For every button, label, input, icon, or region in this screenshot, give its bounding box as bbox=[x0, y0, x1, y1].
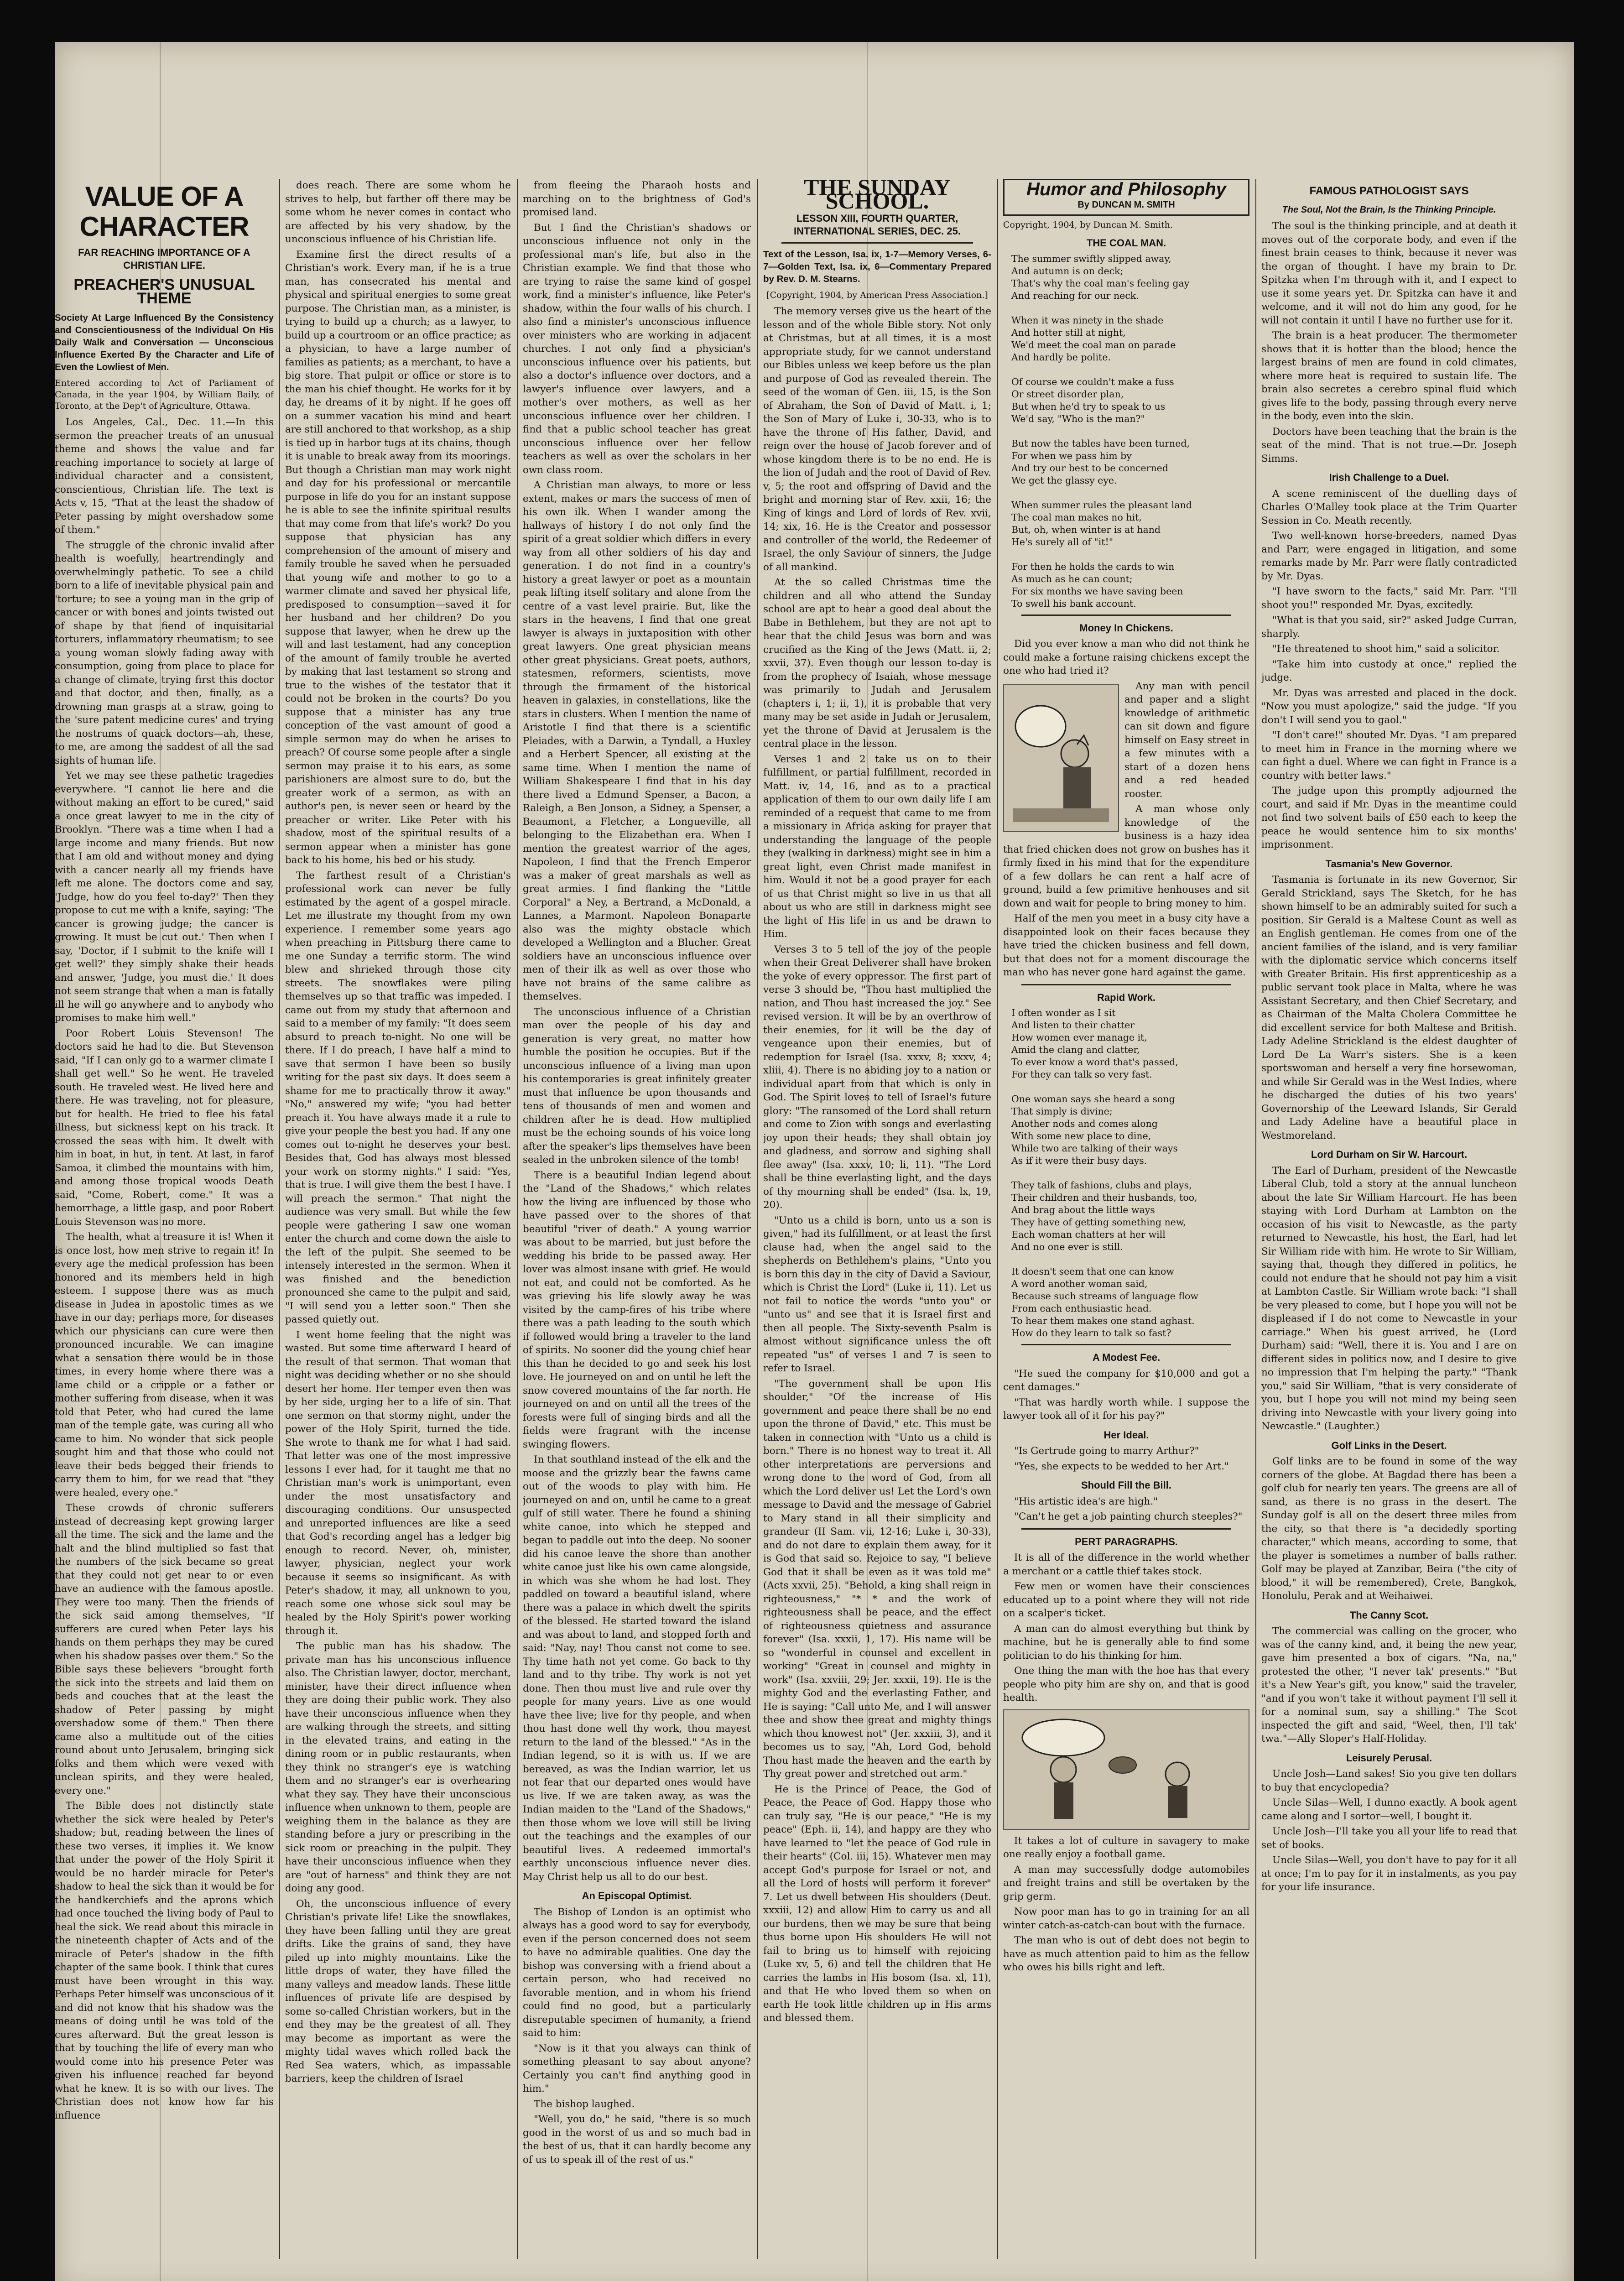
paragraph: A man can do almost everything but think by machine, but he is generally able to find some politician to do his thinking for him. bbox=[1003, 1623, 1249, 1661]
divider bbox=[781, 242, 973, 244]
paragraph: The unconscious influence of a Christian man over the people of his day and generation is very great, no matter how humble the position he occupies. But if the unconscious influence of a living man upon his contemporaries is great infinitely greater must that influence be upon thousands and tens of thousands of men and women and children after he is dead. How multiplied must be the echoing sounds of his voice long after the speaker's lips themselves have been sealed in the unbroken silence of the tomb! bbox=[523, 1006, 751, 1166]
byline: By DUNCAN M. SMITH bbox=[1077, 199, 1175, 210]
paragraph: The bishop laughed. bbox=[534, 2098, 635, 2110]
paragraph: Yet we may see these pathetic tragedies everywhere. "I cannot lie here and die without making an effort to be cured," said a once great lawyer to me in the city of Brooklyn. "There was a time when I had a large income and many friends. But now that I am old and without money and dying with a cancer nearly all my friends have left me alone. The doctors come and say, 'Judge, how do you feel to-day?' Then they propose to cut me with a knife, saying: 'The cancer is growing judge; the cancer is growing. It must be cut out.' Then when I say, 'Doctor, if I submit to the knife will I get well?' they simply shake their heads and answer, 'Judge, you must die.' It does not seem strange that when a man is fatally ill he will go anywhere and to anybody who promises to make him well." bbox=[55, 770, 274, 1024]
paragraph: The memory verses give us the heart of the lesson and of the whole Bible story. Not only at Christmas, but at all times, it is a most appropriate study, for we cannot understand our Bibles unless we keep before us the plan and purpose of God as revealed therein. The seed of the woman of Gen. iii, 15, is the Son of Abraham, the Son of David of Matt. i, 1; the Son of Mary of Luke i, 30-33, who is to have the throne of His father, David, and reign over the house of Jacob forever and of whose kingdom there is to be no end. He is the lion of Judah and the root of David of Rev. v, 5; the root and offspring of David and the bright and morning star of Rev. xxii, 16; the King of kings and Lord of lords of Rev. xvii, 14; xix, 16. He is the Creator and possessor and controller of the world, the Redeemer of Israel, the only Saviour of sinners, the Judge of all mankind. bbox=[763, 306, 991, 573]
chicken-section bbox=[1003, 680, 1249, 911]
paragraph: A man may successfully dodge automobiles and freight trains and still be overtaken by the grip germ. bbox=[1003, 1864, 1249, 1902]
paragraph: Now poor man has to go in training for an all winter catch-as-catch-can bout with the furnace. bbox=[1003, 1906, 1249, 1931]
paragraph: "His artistic idea's are high." bbox=[1014, 1495, 1158, 1507]
paragraph: Mr. Dyas was arrested and placed in the dock. "Now you must apologize," said the judge. "If you don't I will send you to gaol." bbox=[1261, 687, 1517, 726]
paragraph: Oh, the unconscious influence of every Christian's private life! Like the snowflakes, they have been falling until they are great drifts. Like the grains of sand, they have piled up into mighty mountains. Like the little drops of water, they have filled the many valleys and meadow lands. These little influences of private life are despised by some so-called Christian workers, but in the end they may be the greatest of all. They may become as important as were the mighty tidal waves which rolled back the Red Sea waters, which, as impassable barriers, keep the children of Israel bbox=[285, 1898, 511, 2084]
divider bbox=[1021, 1528, 1231, 1530]
paragraph: "Well, you do," he said, "there is so much good in the worst of us and so much bad in the best of us, that it can hardly become any of us to speak ill of the rest of us." bbox=[523, 2114, 751, 2166]
paragraph: The Earl of Durham, president of the Newcastle Liberal Club, told a story at the annual luncheon about the late Sir William Harcourt. He has been staying with Lord Durham at Lambton on the occasion of his visit to Newcastle, as the party returned to Newcastle, his host, the Earl, had let Sir William ride with him. He wrote to Sir William, saying that, though they differed in politics, he could not endure that he should not pay him a visit at Lambton Castle. Sir William wrote back: "I shall be very pleased to come, but I hope you will not be displeased if I do not come to Newcastle in your carriage." When his guest arrived, he (Lord Durham) said: "Well, there it is. You and I are on different sides in politics now, and I desire to give no impression that I'm helping the party." "Thank you," said Sir William, "that is very considerate of you, but I hope you will not mind my being seen driving into Newcastle with your livery going into Newcastle." (Laughter.) bbox=[1261, 1165, 1517, 1432]
paragraph: It takes a lot of culture in savagery to make one really enjoy a football game. bbox=[1003, 1835, 1249, 1860]
poem: The summer swiftly slipped away, And autumn is on deck; That's why the coal man's feeling gay And reaching for our neck. When it was ninety in the shade And hotter still at night, We'd meet the coal man on parade And hardly be polite. Of course we couldn't make a fuss Or street disorder plan, But when he'd try to speak to us We'd say, "Who is the man?" But now the tables have been turned, For when we pass him by And try our best to be concerned We get the glassy eye. When summer rules the pleasant land The coal man makes no hit, But, oh, when winter is at hand He's surely all of "it!" For then he holds the cards to win As much as he can count; For six months we have saving been To swell his bank account. bbox=[1011, 253, 1192, 609]
paragraph: Uncle Josh—I'll take you all your life to read that set of books. bbox=[1261, 1826, 1517, 1851]
section-heading: PERT PARAGRAPHS. bbox=[1075, 1536, 1178, 1547]
copyright-notice: Copyright, 1904, by Duncan M. Smith. bbox=[1003, 220, 1173, 230]
section-heading: Irish Challenge to a Duel. bbox=[1329, 472, 1449, 483]
paragraph: A scene reminiscent of the duelling days of Charles O'Malley took place at the Trim Quarter Session in Co. Meath recently. bbox=[1261, 488, 1517, 526]
paragraph: Uncle Silas—Well, I dunno exactly. A book agent came along and I sortor—well, I bought it. bbox=[1261, 1797, 1517, 1822]
paragraph: Verses 1 and 2 take us on to their fulfillment, or partial fulfillment, recorded in Matt. iv, 14, 16, and as to a practical application of them to our own daily life I am reminded of a request that came to me from a missionary in Africa asking for prayer that understanding the language of the people they (walking in darkness) might see in him a great light, even Christ made manifest in him. Would it not be a good prayer for each of us that Christ might so live in us that all about us who are still in darkness might see the light of His life in us and be drawn to Him. bbox=[763, 753, 991, 940]
paragraph: "Now is it that you always can think of something pleasant to say about anyone? Certainly you can't find anything good in him." bbox=[523, 2042, 751, 2094]
section-heading: Golf Links in the Desert. bbox=[1331, 1439, 1447, 1451]
paragraph: "I have sworn to the facts," said Mr. Parr. "I'll shoot you!" responded Mr. Dyas, excitedly. bbox=[1261, 586, 1517, 611]
divider bbox=[1021, 984, 1231, 985]
paragraph: Los Angeles, Cal., Dec. 11.—In this sermon the preacher treats of an unusual theme and shows the value and far reaching importance to society at large of individual character and a consistent, conscientious, Christian life. The text is Acts v, 15, "That at the least the shadow of Peter passing by might overshadow some of them." bbox=[55, 417, 274, 536]
paragraph: The soul is the thinking principle, and at death it moves out of the corporate body, and even if the finest brain ceases to think, because it never was the organ of thought. I have my brain to Dr. Spitzka when I'm through with it, and I expect to use it some years yet. Dr. Spitzka can have it and welcome, and it will not do him any good, for he will not contain it until I have no further use for it. bbox=[1261, 220, 1517, 326]
cartoon-illustration bbox=[1004, 685, 1118, 831]
section-subheading: The Soul, Not the Brain, Is the Thinking Principle. bbox=[1282, 204, 1496, 215]
paragraph: The commercial was calling on the grocer, who was of the canny kind, and, it being the new year, gave him presented a box of cigars. "Na, na," protested the other, "I never tak' presents." "But it's a New Year's gift, you know," said the traveler, "and if you won't take it without payment I'll sell it for a nominal sum, say a shilling." The Scot inspected the gift and said, "Weel, then, I'll tak' twa."—Ally Sloper's Half-Holiday. bbox=[1261, 1625, 1517, 1745]
paragraph: The man who is out of debt does not begin to have as much attention paid to him as the fellow who owes his bills right and left. bbox=[1003, 1935, 1249, 1973]
paragraph: There is a beautiful Indian legend about the "Land of the Shadows," which relates how the living are influenced by those who have passed over to the shores of that beautiful "river of death." A young warrior was about to be married, but just before the wedding his bride to be passed away. Her lover was almost insane with grief. He would not eat, and could not be comforted. As he was grieving his life slowly away he was visited by the camp-fires of his tribe where there was a path leading to the south which if followed would bring a traveler to the land of spirits. No sooner did the young chief hear this than he decided to go and seek his lost love. He journeyed on and on until he left the snow covered mountains of the far north. He journeyed on and on until all the trees of the forests were full of singing birds and all the fields were fragrant with the incense swinging flowers. bbox=[523, 1169, 751, 1450]
column-5 bbox=[1003, 179, 1249, 2259]
humor-box bbox=[1003, 179, 1249, 216]
column-4 bbox=[763, 179, 991, 2259]
copyright-notice: Entered according to Act of Parliament of Canada, in the year 1904, by William Baily, of Toronto, at the Dep't of Agriculture, Ottawa. bbox=[55, 378, 274, 411]
paragraph: He is the Prince of Peace, the God of Peace, the Peace of God. Happy those who can truly say, "He is our peace," "He is my peace" (Eph. ii, 14), and happy are they who have learned to "let the peace of God rule in their hearts" (Col. iii, 15). Whatever men may accept God's purpose for Israel or not, and all the Lord of hosts will perform it forever" 7. Let us dwell between His shoulders (Deut. xxxiii, 12) and allow Him to carry us and all our burdens, then we may be sure that being thus borne upon His shoulders He will not fail to bring us to himself with rejoicing (Luke xv, 5, 6) and tell the children that He carries the lambs in His bosom (Isa. xl, 11), and that He who loved them so when on earth He took little children up in His arms and blessed them. bbox=[763, 1783, 991, 2024]
column-6 bbox=[1261, 179, 1517, 2259]
column-rule bbox=[997, 179, 998, 2259]
copyright-notice: [Copyright, 1904, by American Press Association.] bbox=[766, 290, 988, 300]
paragraph: Few men or women have their consciences educated up to a point where they will not ride on a scalper's ticket. bbox=[1003, 1581, 1249, 1619]
paragraph: These crowds of chronic sufferers instead of decreasing kept growing larger all the time. The sick and the lame and the halt and the blind multiplied so fast that the numbers of the sick became so great that they could not get near to or even have an audience with the famous apostle. They were too many. Then the friends of the sick said among themselves, "If sufferers are cured when Peter lays his hands on them perhaps they may be cured when his shadow passes over them." So the Bible says these believers "brought forth the sick into the streets and laid them on beds and couches that at the least the shadow of Peter passing by might overshadow some of them." Then there came also a multitude out of the cities round about unto Jerusalem, bringing sick folks and them which were vexed with unclean spirits, and they were healed, every one." bbox=[55, 1502, 274, 1797]
column-1 bbox=[55, 179, 274, 2259]
paragraph: Doctors have been teaching that the brain is the seat of the mind. That is not true.—Dr. Joseph Simms. bbox=[1261, 426, 1517, 464]
paragraph: Any man with pencil and paper and a slight knowledge of arithmetic can sit down and figure himself on Easy street in a few minutes with a start of a dozen hens and a red headed rooster. bbox=[1124, 680, 1249, 800]
paragraph: "Is Gertrude going to marry Arthur?" bbox=[1014, 1445, 1199, 1457]
paragraph: "Yes, she expects to be wedded to her Art." bbox=[1014, 1460, 1229, 1472]
chicken-cartoon bbox=[1003, 684, 1119, 832]
section-heading: Should Fill the Bill. bbox=[1081, 1479, 1171, 1491]
football-cartoon bbox=[1003, 1709, 1249, 1830]
newspaper-page bbox=[55, 42, 1574, 2281]
paragraph: The health, what a treasure it is! When it is once lost, how men strive to regain it! In every age the medical profession has been honored and its members held in high esteem. I suppose there was as much disease in Judea in apostolic times as we have in our day; perhaps more, for diseases which our physicians can cure were then pronounced incurable. We can imagine what a sensation there would be in those times, in every home where there was a lame child or a cripple or a father or mother suffering from disease, when it was told that Peter, who had cured the lame man of the temple gate, was curing all who came to him. No wonder that sick people sought him and that those who could not leave their beds begged their friends to carry them to him, for we read that "they were healed, every one." bbox=[55, 1231, 274, 1499]
paragraph: It is all of the difference in the world whether a merchant or a cattle thief takes stock. bbox=[1003, 1552, 1249, 1577]
paragraph: The public man has his shadow. The private man has his unconscious influence also. The Christian lawyer, doctor, merchant, minister, have their direct influence when they are doing their public work. They also have their unconscious influence when they are walking through the streets, and sitting in the elevated trains, and eating in the dining room or in public restaurants, when they think no stranger's eye is watching them and no stranger's ear is overhearing what they say. They have their unconscious influence when unknown to them, people are weighing them in the balance as they are standing before a jury or prescribing in the sick room or preaching in the pulpit. They have their unconscious influence when they are "out of harness" and think they are not doing any good. bbox=[285, 1640, 511, 1894]
paragraph: Did you ever know a man who did not think he could make a fortune raising chickens except the one who had tried it? bbox=[1003, 638, 1249, 677]
column-rule bbox=[1255, 179, 1256, 2259]
column-2 bbox=[285, 179, 511, 2259]
section-heading: Money In Chickens. bbox=[1079, 622, 1173, 634]
section-heading: A Modest Fee. bbox=[1092, 1352, 1161, 1363]
paragraph: At the so called Christmas time the children and all who attend the Sunday school are apt to hear a good deal about the Babe in Bethlehem, but they are not apt to hear that the child Jesus was born and was crucified as the King of the Jews (Matt. ii, 2; xxvii, 37). Even though our lesson to-day is from the prophecy of Isaiah, whose message was primarily to Judah and Jerusalem (chapters i, 1; ii, 1), it is probable that very many may be set aside in Judah or Jerusalem, yet the throne of David at Jerusalem is the central place in the lesson. bbox=[763, 577, 991, 750]
section-heading: The Canny Scot. bbox=[1349, 1609, 1429, 1621]
paragraph: does reach. There are some whom he strives to help, but farther off there may be some whom he never comes in contact who are affected by his very shadow, by the unconscious influence of his Christian life. bbox=[285, 180, 511, 245]
paragraph: "He sued the company for $10,000 and got a cent damages." bbox=[1003, 1368, 1249, 1393]
paragraph: "He threatened to shoot him," said a solicitor. bbox=[1272, 643, 1500, 655]
section-heading: Tasmania's New Governor. bbox=[1325, 858, 1453, 870]
paragraph: "I don't care!" shouted Mr. Dyas. "I am prepared to meet him in France in the morning where we can fight a duel. Where we can fight in France is a country with better laws." bbox=[1261, 729, 1517, 781]
section-heading: Her Ideal. bbox=[1103, 1429, 1149, 1441]
lead-summary: Society At Large Influenced By the Consistency and Conscientiousness of the Individual On His Daily Walk and Conversation — Unconscious Influence Exerted By the Character and Life of Even the Lowliest of Men. bbox=[55, 312, 274, 372]
paragraph: In that southland instead of the elk and the moose and the grizzly bear the fawns came out of the woods to play with him. He journeyed on and on, until he came to a great gulf of still water. There he found a shining white canoe, into which he stepped and began to paddle out into the deep. No sooner did his canoe leave the shore than another white canoe just like his own came alongside, in which was she whom he had lost. They paddled on toward a beautiful island, where there was a palace in which dwelt the spirits of the blessed. He started toward the island and was about to land, and stopped forth and said: "Nay, nay! Thou canst not come to see. Thy time hath not yet come. Go back to thy land and to thy tribe. Thy work is not yet done. Then thou must live and rule over thy people for many years. Live as one would have thee live; live for thy people, and when thou hast done well thy work, thou mayest return to the land of the blessed." "As in the Indian legend, so it is with us. If we are bereaved, as was the Indian warrior, let us not fear that our departed ones would have us live. If we are taken away, as was the Indian maiden to the "Land of the Shadows," then those whom we love will still be living out the teachings and the examples of our beautiful lives. A redeemed immortal's earthly unconscious influence never dies. May Christ help us all to do our best. bbox=[523, 1454, 751, 1883]
column-3 bbox=[523, 179, 751, 2259]
poem: I often wonder as I sit And listen to their chatter How women ever manage it, Amid the clang and clatter, To ever know a word that's passed, For they can talk so very fast. One woman says she heard a song That simply is divine; Another nods and comes along With some new place to dine, While two are talking of their ways As if it were their busy days. They talk of fashions, clubs and plays, Their children and their husbands, too, And brag about the little ways They have of getting something new, Each woman chatters at her will And no one ever is still. It doesn't seem that one can know A word another woman said, Because such streams of language flow From each enthusiastic head. To hear them makes one stand aghast. How do they learn to talk so fast? bbox=[1011, 1007, 1198, 1338]
section-heading: An Episcopal Optimist. bbox=[582, 1890, 692, 1901]
paragraph: The Bishop of London is an optimist who always has a good word to say for everybody, even if the person concerned does not seem to have no admirable qualities. One day the bishop was conversing with a friend about a certain person, who had received no favorable mention, and in whom his friend could find no good, but a particularly disreputable specimen of humanity, a friend said to him: bbox=[523, 1906, 751, 2039]
paragraph: "What is that you said, sir?" asked Judge Curran, sharply. bbox=[1261, 615, 1517, 640]
deck: FAR REACHING IMPORTANCE OF A CHRISTIAN LIFE. bbox=[78, 247, 250, 271]
section-heading: Leisurely Perusal. bbox=[1346, 1752, 1432, 1764]
divider bbox=[1021, 1344, 1231, 1345]
paragraph: A man whose only knowledge of the business is a hazy idea that fried chicken does not grow on bushes has it firmly fixed in his mind that for the expenditure of a few dollars he can rent a half acre of ground, build a few primitive henhouses and sit down and wait for people to bring money to him. bbox=[1003, 803, 1249, 909]
paragraph: "Take him into custody at once," replied the judge. bbox=[1261, 658, 1517, 683]
paragraph: But I find the Christian's shadows or unconscious influence not only in the professional man's life, but also in the Christian example. We find that those who are trying to raise the same kind of gospel work, find a minister's influence, like Peter's shadow, within the four walls of his church. I also find a minister's unconscious influence over ministers who are working in adjacent churches. I not only find a physician's unconscious influence over his patients, but also a doctor's influence over doctors, and a lawyer's influence over lawyers, and a mother's over mothers, as well as her unconscious influence over her children. I find that a public school teacher has great unconscious influence over her fellow teachers as well as over the scholars in her own class room. bbox=[523, 222, 751, 476]
cartoon-illustration bbox=[1004, 1710, 1249, 1829]
paragraph: "The government shall be upon His shoulder," "Of the increase of His government and peace there shall be no end upon the throne of David," etc. This must be taken in connection with "Unto us a child is born." There is no honest way to treat it. All other interpretations are perversions and wrong done to the word of God, from all which the Lord deliver us! Let the Lord's own message to David and the message of Gabriel to Mary stand in all their simplicity and grandeur (II Sam. vii, 12-16; Luke i, 30-33), and do not dare to explain them away, for it is God that said so. Rejoice to say, "I believe God that it shall be even as it was told me" (Acts xxvii, 25). "Behold, a king shall reign in righteousness," "* * and the work of righteousness shall be peace, and the effect of righteousness quietness and assurance forever" (Isa. xxxii, 1, 17). His name will be so "wonderful in counsel and excellent in working" "Great in counsel and mighty in work" (Isa. xxviii, 29; Jer. xxxii, 19). He is the mighty God and the everlasting Father, and He is saying: "Call unto Me, and I will answer thee and show thee great and mighty things which thou knowest not" (Jer. xxxiii, 3), and it becomes us to say, "Ah, Lord God, behold Thou hast made the heaven and the earth by Thy great power and stretched out arm." bbox=[763, 1378, 991, 1780]
humor-title: Humor and Philosophy bbox=[1026, 179, 1226, 199]
paragraph: Two well-known horse-breeders, named Dyas and Parr, were engaged in litigation, and some remarks made by Mr. Parr were flatly contradicted by Mr. Dyas. bbox=[1261, 530, 1517, 582]
paragraph: Tasmania is fortunate in its new Governor, Sir Gerald Strickland, says The Sketch, for he has shown himself to be an admirably suited for such a position. Sir Gerald is a Maltese Count as well as an English gentleman. He comes from one of the ancient families of the island, and is very familiar with the diplomatic service which concerns itself with Greater Britain. His first apprenticeship as a public servant took place in Malta, where he was Assistant Secretary, and then Chief Secretary, and as Chairman of the Malta Cholera Committee he did excellent service for both Maltese and British. Lady Adeline Strickland is the eldest daughter of Lord De La Warr's sisters. She is a keen sportswoman and herself a very fine horsewoman, and while Sir Gerald was in the West Indies, where he discharged the duties of his two years' Governorship of the Leeward Islands, Sir Gerald and Lady Adeline have a beautiful place in Westmoreland. bbox=[1261, 874, 1517, 1141]
paragraph: The farthest result of a Christian's professional work can never be fully estimated by the agent of a gospel miracle. Let me illustrate my thought from my own experience. I remember some years ago when preaching in Pittsburg there came to me one Sunday a terrific storm. The wind blew and shrieked through those city streets. The snowflakes were piling themselves up so that traffic was impeded. I came out from my study that afternoon and said to a member of my family: "It does seem absurd to preach to-night. No one will be there. If I do preach, I have half a mind to save that sermon I have been so busily writing for the past six days. It does seem a shame for me to practically throw it away." "No," answered my wife; "you had better preach it. You have always made it a rule to give your people the best you had. If any one comes out to-night he deserves your best. Besides that, God has always most blessed your work on stormy nights." I said: "Yes, that is true. I will give them the best I have. I will preach the sermon." That night the audience was very small. But while the few people were gathering I saw one woman enter the church and come down the aisle to the left of the pulpit. She seemed to be intensely interested in the sermon. When it was finished and the benediction pronounced she came to the pulpit and said, "I will send you a letter soon." Then she passed quietly out. bbox=[285, 870, 511, 1325]
column-rule bbox=[517, 179, 518, 2259]
paragraph: from fleeing the Pharaoh hosts and marching on to the brightness of God's promised land. bbox=[523, 180, 751, 218]
column-rule bbox=[279, 179, 280, 2259]
sunday-school-title: THE SUNDAY SCHOOL. bbox=[804, 179, 951, 214]
section-heading: Rapid Work. bbox=[1097, 991, 1156, 1003]
paragraph: "Unto us a child is born, unto us a son is given," had its fulfillment, or at least the first clause had, when the angel said to the shepherds on Bethlehem's plains, "Unto you is born this day in the city of David a Saviour, which is Christ the Lord" (Luke ii, 11). Let us not fail to notice the words "unto you" or "unto us" and see that it is Israel first and then all people. The Sixty-seventh Psalm is almost without significance unless the oft repeated "us" of verses 1 and 7 is seen to refer to Israel. bbox=[763, 1214, 991, 1374]
subheadline: PREACHER'S UNUSUAL THEME bbox=[73, 276, 255, 307]
column-rule bbox=[757, 179, 758, 2259]
divider bbox=[1021, 615, 1231, 616]
paragraph: The judge upon this promptly adjourned the court, and said if Mr. Dyas in the meantime could not find two solvent bails of £50 each to keep the peace he would sentence him to six months' imprisonment. bbox=[1261, 785, 1517, 850]
paragraph: "That was hardly worth while. I suppose the lawyer took all of it for his pay?" bbox=[1003, 1396, 1249, 1422]
paragraph: Half of the men you meet in a busy city have a disappointed look on their faces because they have tried the chicken business and fell down, but that does not for a moment discourage the man who has never gone hard against the game. bbox=[1003, 913, 1249, 978]
paragraph: The struggle of the chronic invalid after health is woefully, heartrendingly and overwhelmingly pathetic. To see a child born to a life of inevitable physical pain and 'torture; to see a young man in the grip of cancer or with bones and joints twisted out of shape by that fiend of inquisitarial torturers, inflammatory rheumatism; to see a young woman slowly fading away with consumption, going from place to place for a change of climate, trying first this doctor and that doctor, and then, finally, as a drowning man grasps at a straw, going to the 'sure patent medicine cures' and trying the nostrums of quack doctors—ah, these, to me, are among the saddest of all the sad sights of human life. bbox=[55, 539, 274, 766]
paragraph: Uncle Josh—Land sakes! Sio you give ten dollars to buy that encyclopedia? bbox=[1261, 1768, 1517, 1793]
paragraph: Golf links are to be found in some of the way corners of the globe. At Bagdad there has been a golf club for nearly ten years. The greens are all of sand, as there is no grass in the desert. The Sunday golf is all on the desert three miles from the city, so that there is "a decidedly sporting character," which means, according to some, that the player is sometimes a number of balls rather. Golf may be played at Zanzibar, Beira ("the city of blood," it will be remembered), Crete, Bangkok, Honolulu, Perak and at Weihaiwei. bbox=[1261, 1456, 1517, 1602]
section-heading: Lord Durham on Sir W. Harcourt. bbox=[1311, 1149, 1468, 1160]
paragraph: "Can't he get a job painting church steeples?" bbox=[1014, 1511, 1243, 1522]
paragraph: One thing the man with the hoe has that every people who pity him are shy on, and that is good health. bbox=[1003, 1665, 1249, 1703]
paragraph: Poor Robert Louis Stevenson! The doctors said he had to die. But Stevenson said, "If I can only go to a warmer climate I shall get well." So he went. He traveled south. He traveled west. He lived here and there. He was traveling, not for pleasure, but for health. He tried to flee his fatal illness, but sickness kept on his track. It crossed the seas with him. It dwelt with him in boat, in hut, in tent. At last, in farof Samoa, it climbed the mountains with him, and among those tropical woods Death said, "Come, Robert, come." It was a hemorrhage, a little gasp, and poor Robert Louis Stevenson was no more. bbox=[55, 1027, 274, 1228]
lesson-lead: Text of the Lesson, Isa. ix, 1-7—Memory Verses, 6-7—Golden Text, Isa. ix, 6—Commentary Prepared by Rev. D. M. Stearns. bbox=[763, 249, 991, 284]
paragraph: The Bible does not distinctly state whether the sick were healed by Peter's shadow; but, reading between the lines of these two verses, it implies it. We know that under the power of the Holy Spirit it would be no harder miracle for Peter's shadow to heal the sick than it would be for the handkerchiefs and the aprons which had once touched the living body of Paul to heal the sick. We read about this miracle in the nineteenth chapter of Acts and of the miracle of Peter's shadow in the fifth chapter of the same book. I think that cures must have been wrought in this way. Perhaps Peter himself was unconscious of it and did not know that his shadow was the means of doing until he was told of the cures afterward. But the great lesson is that by touching the life of every man who would come into his presence Peter was given his influence reached far beyond what he knew. It is so with our lives. The Christian does not know how far his influence bbox=[55, 1800, 274, 2121]
section-heading: FAMOUS PATHOLOGIST SAYS bbox=[1309, 185, 1469, 197]
headline: VALUE OF A CHARACTER bbox=[79, 181, 249, 242]
paragraph: Verses 3 to 5 tell of the joy of the people when their Great Deliverer shall have broken the yoke of every oppressor. The first part of verse 3 should be, "Thou hast multiplied the nation, and Thou hast increased the joy." See revised version. It will be by an overthrow of their enemies, for it will be the day of vengeance upon their enemies, but of redemption for Israel (Isa. xxxv, 8; xxxv, 4; xliii, 4). There is no abiding joy to a nation or individual apart from that which is only in God. The Spirit loves to tell of Israel's future glory: "The ransomed of the Lord shall return and come to Zion with songs and everlasting joy upon their heads; they shall obtain joy and gladness, and sorrow and sighing shall flee away" (Isa. xxxv, 10; li, 11). "The Lord shall be thine everlasting light, and the days of thy mourning shall be ended" (Isa. lx, 19, 20). bbox=[763, 943, 991, 1211]
section-heading: THE COAL MAN. bbox=[1086, 237, 1166, 249]
paragraph: I went home feeling that the night was wasted. But some time afterward I heard of the result of that sermon. That woman that night was deciding whether or no she should desert her home. Her temper even then was by her side, urging her to a life of sin. That one sermon on that stormy night, under the power of the Holy Spirit, turned the tide. She wrote to thank me for what I had said. That letter was one of the most impressive lessons I ever had, for it taught me that no Christian man's work is unimportant, even under the most unsatisfactory and discouraging conditions. Our unsuspected and unreported influences are like a seed that God's recording angel has a ledger big enough to record. Never, oh, minister, lawyer, physician, neglect your work because it seems so insignificant. As with Peter's shadow, it may, all unknown to you, reach some one whose sick soul may be healed by the Holy Spirit's power working through it. bbox=[285, 1329, 511, 1637]
paragraph: Uncle Silas—Well, you don't have to pay for it all at once; I'm to pay for it in instalments, as you pay for your life insurance. bbox=[1261, 1854, 1517, 1893]
lesson-deck: LESSON XIII, FOURTH QUARTER, INTERNATIONAL SERIES, DEC. 25. bbox=[794, 213, 961, 237]
paragraph: Examine first the direct results of a Christian's work. Every man, if he is a true man, has consecrated his mental and physical and spiritual energies to some great purpose. The Christian man, as a minister, is trying to build up a church; as a lawyer, to build up a courtroom or an office practice; as a physician, to have a large number of families as patients; as a merchant, to have a big store. That pulpit or office or store is to the man his chief thought. He works for it by day, he dreams of it by night. If he goes off on a summer vacation his mind and heart are still anchored to that workshop, as a ship is tied up in harbor tugs at its chains, though it is unable to break away from its moorings. But though a Christian man may work night and day for his professional or mercantile purpose in life do you for an instant suppose he is able to see the infinite spiritual results that may come from that life's work? Do you suppose that physician has any comprehension of the amount of misery and family trouble he saved when he persuaded that young wife and mother to go to a warmer climate and saved her physical life, predisposed to consumption—saved it for her husband and her children? Do you suppose that lawyer, when he drew up the will and last testament, had any conception of the amount of family trouble he averted by making that last testament so strong and true to the wishes of the testator that it could not be broken in the courts? Do you suppose that a minister has any true conception of the vast amount of good a simple sermon may do when he arises to preach? Of course some people after a single sermon may praise it to his ears, as some parishioners are almost sure to do, but the greater work of a sermon, as with an author's pen, is never seen or heard by the preacher or writer. Like Peter with his shadow, most of the spiritual results of a sermon appear when a minister has gone back to his home, his bed or his study. bbox=[285, 249, 511, 866]
paragraph: The brain is a heat producer. The thermometer shows that it is hotter than the blood; hence the largest brains of men are found in cold climates, where more heat is required to sustain life. The brain also secretes a cerebro spinal fluid which gives life to the body, passing through every nerve in the body, even into the skin. bbox=[1261, 330, 1517, 422]
paragraph: A Christian man always, to more or less extent, makes or mars the success of men of his own ilk. When I wander among the hallways of history I do not only find the spirit of a great soldier which differs in every way from all other soldiers of his day and generation. I do not find in a country's history a great lawyer or poet as a mountain peak lifting itself solitary and alone from the centre of a vast level prairie. But, like the stars in the heavens, I find that one great lawyer is always in juxtaposition with other great lawyers. One great physician means other great physicians. Great poets, authors, statesmen, reformers, scientists, move through the firmament of the historical heaven in galaxies, in constellations, like the stars in clusters. When I mention the name of Aristotle I find that there is a scientific Pleiades, with a Darwin, a Tyndall, a Huxley and a Herbert Spencer, all existing at the same time. When I mention the name of William Shakespeare I find that in his day there lived a Edmund Spenser, a Bacon, a Raleigh, a Ben Jonson, a Sidney, a Spenser, a Beaumont, a Fletcher, a Longueville, all belonging to the Elizabethan era. When I mention the greatest warrior of the ages, Napoleon, I find that the French Emperor was a maker of great marshals as well as great armies. I find flanking the "Little Corporal" a Ney, a Bertrand, a McDonald, a Lannes, a Marmont. Napoleon Bonaparte also was the mighty obstacle which developed a Wellington and a Blucher. Great soldiers have an unconscious influence over men of their ilk as well as over those who have not brains of the same calibre as themselves. bbox=[523, 479, 751, 1002]
